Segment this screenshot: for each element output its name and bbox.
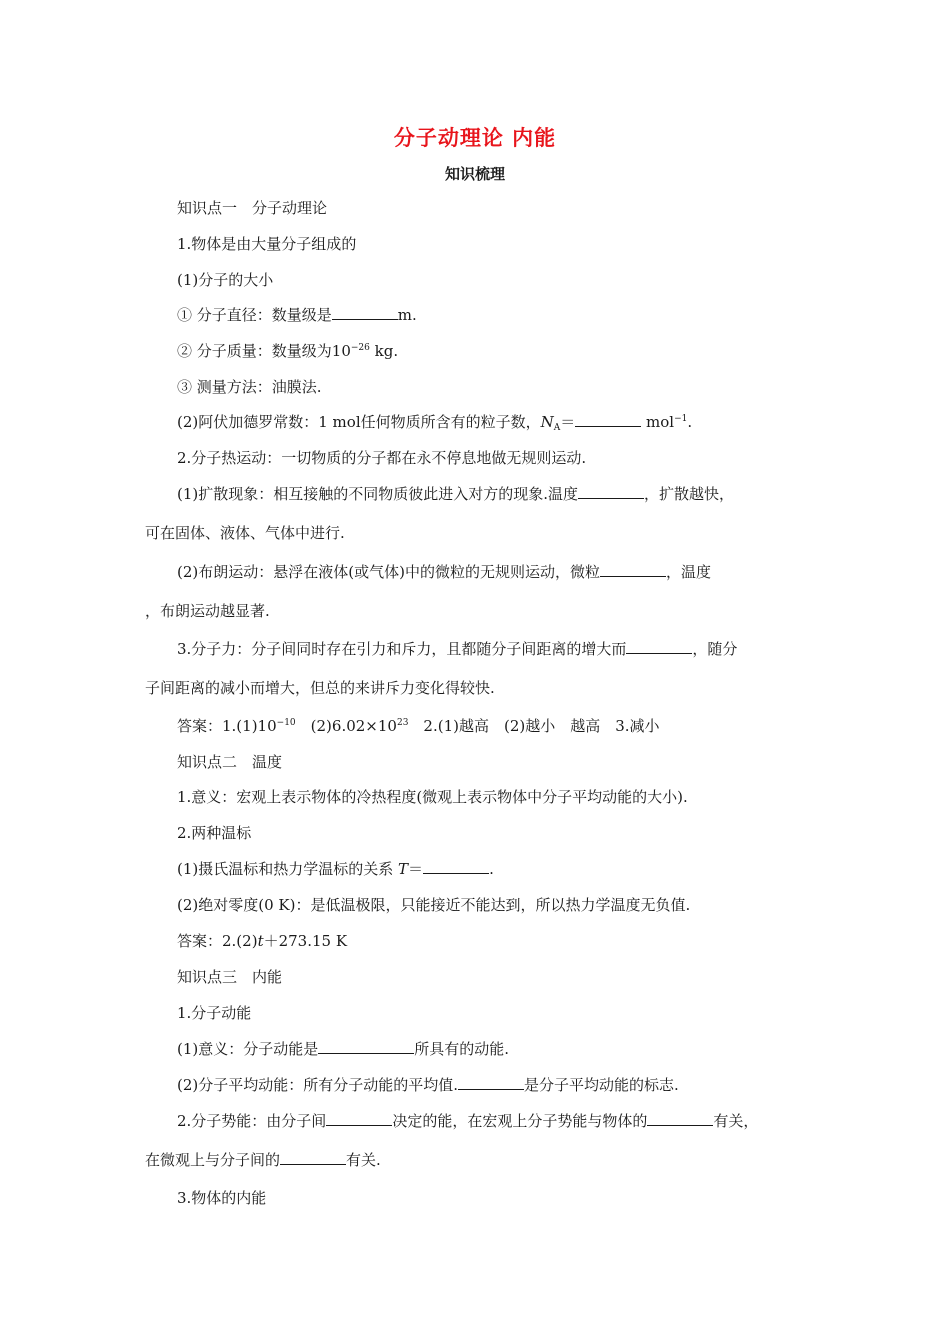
paragraph: (1)分子的大小 — [177, 271, 274, 289]
knowledge-point-heading: 知识点一 分子动理论 — [177, 199, 328, 217]
answer-blank — [578, 484, 644, 499]
section-heading: 知识梳理 — [444, 165, 505, 183]
knowledge-point-heading: 知识点三 内能 — [177, 968, 283, 986]
answer-blank — [458, 1075, 524, 1090]
answer-line: 答案：$1.(1)10^{-10}$ $(2)6.02\times 10^{23}$ 2.(1)越高 (2)越小 越高 3.减小 — [177, 717, 660, 735]
paragraph: (2)绝对零度(0 K)：是低温极限，只能接近不能达到，所以热力学温度无负值. — [177, 896, 691, 914]
paragraph: 1.分子动能 — [177, 1004, 252, 1022]
answer-blank — [626, 639, 692, 654]
page-title: 分子动理论 内能 — [393, 126, 557, 150]
paragraph: 在微观上与分子间的 有关. — [145, 1151, 381, 1169]
paragraph: 1.物体是由大量分子组成的 — [177, 235, 357, 253]
paragraph: (1)扩散现象：相互接触的不同物质彼此进入对方的现象.温度 ，扩散越快， — [177, 485, 735, 503]
paragraph: ① 分子直径：数量级是 m. — [177, 306, 417, 324]
paragraph: ，布朗运动越显著. — [145, 602, 270, 620]
paragraph: (1)意义：分子动能是 所具有的动能. — [177, 1040, 510, 1058]
answer-blank — [332, 305, 398, 320]
paragraph: (1)摄氏温标和热力学温标的关系 T＝ . — [177, 860, 494, 878]
answer-blank — [575, 412, 641, 427]
paragraph: (2)阿伏加德罗常数：1 mol任何物质所含有的粒子数，$N_A= mol^{-1}$. — [177, 413, 693, 433]
paragraph: 1.意义：宏观上表示物体的冷热程度(微观上表示物体中分子平均动能的大小). — [177, 788, 688, 806]
paragraph: (2)分子平均动能：所有分子动能的平均值. 是分子平均动能的标志. — [177, 1076, 679, 1094]
answer-line: 答案：2.(2)t＋273.15 K — [177, 932, 348, 950]
answer-blank — [423, 859, 489, 874]
answer-blank — [318, 1039, 414, 1054]
paragraph: (2)布朗运动：悬浮在液体(或气体)中的微粒的无规则运动，微粒 ，温度 — [177, 563, 711, 581]
answer-blank — [280, 1150, 346, 1165]
paragraph: 子间距离的减小而增大，但总的来讲斥力变化得较快. — [145, 679, 495, 697]
knowledge-point-heading: 知识点二 温度 — [177, 753, 283, 771]
paragraph: 可在固体、液体、气体中进行. — [145, 524, 345, 542]
paragraph: ③ 测量方法：油膜法. — [177, 378, 322, 396]
paragraph: 3.分子力：分子间同时存在引力和斥力，且都随分子间距离的增大而 ，随分 — [177, 640, 738, 658]
answer-blank — [647, 1111, 713, 1126]
paragraph: 2.分子热运动：一切物质的分子都在永不停息地做无规则运动. — [177, 449, 587, 467]
paragraph: 2.分子势能：由分子间 决定的能，在宏观上分子势能与物体的 有关， — [177, 1112, 759, 1130]
paragraph: ② 分子质量：数量级为$10^{-26}$ kg. — [177, 342, 399, 360]
paragraph: 3.物体的内能 — [177, 1189, 267, 1207]
paragraph: 2.两种温标 — [177, 824, 252, 842]
answer-blank — [326, 1111, 392, 1126]
answer-blank — [600, 562, 666, 577]
